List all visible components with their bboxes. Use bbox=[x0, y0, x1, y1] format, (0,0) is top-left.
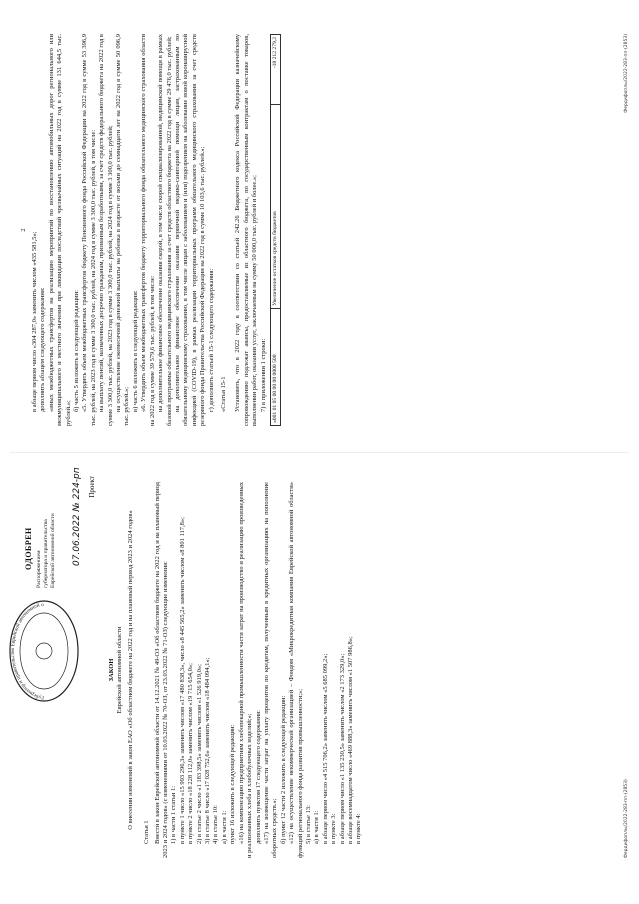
paragraph: г) дополнить статьей 15-1 следующего содержания: bbox=[207, 268, 215, 412]
table-cell-code: «001 01 05 00 00 00 0000 500 bbox=[270, 308, 280, 425]
paragraph: на дополнительное финансовое обеспечение оказания первичной медико-санитарной помощи лицам, застрахованным по обязательному медицинскому страхованию, в том числе лицам с заболеванием и (или) подозрением на заболевание новой коронавирусной инфекцией (COVID-19), в рамках реализации территориальных программ обязательного медицинского страхования за счет средств резервного фонда Правительства Российской Федерации на 2022 год в сумме 10 103,6 тыс. рублей.»; bbox=[173, 34, 207, 426]
paragraph: Установить, что в 2022 году в соответствии со статьей 242.26 Бюджетного кодекса Российской Федерации казначейскому сопровождению подлежат авансы, предоставляемые из областного бюджета, по государственным контрактам о поставке товаров, выполнении работ, оказании услуг, заключаемым на сумму 50 000,0 тыс. рублей и более.»; bbox=[234, 34, 259, 426]
paragraph: в пункте 2 число «18 228 112,0» заменить числом «19 715 654,0»; bbox=[187, 663, 195, 844]
page-divider bbox=[10, 452, 629, 453]
paragraph: «иных межбюджетных трансфертов на реализацию мероприятий по восстановлению автомобильных дорог регионального или межмуниципального и местного значения при ликвидации последствий чрезвычайных ситуаций на 2022 год в сумме 131 644,5 тыс. рублей.»; bbox=[47, 34, 72, 426]
paragraph: на выплату пенсий, назначенных досрочно гражданам, признанным безработными, за счет средств федерального бюджета на 2022 год в сумме 3 300,0 тыс. рублей, на 2023 год в сумме 3 300,0 тыс. рублей, на 2024 год в сумме 3 300,0 тыс. рублей; bbox=[98, 34, 114, 426]
paragraph: в пункте 4: bbox=[355, 813, 363, 844]
paragraph: дополнить пунктом 17 следующего содержания: bbox=[254, 710, 262, 844]
article-1-heading: Статья 1 bbox=[143, 820, 151, 844]
table-row bbox=[270, 35, 280, 426]
paragraph: «6. Утвердить объем межбюджетных трансфертов бюджету территориального фонда обязательного медицинского страхования области на 2022 год в сумме 39 579,6 тыс. рублей, в том числе: bbox=[140, 34, 156, 426]
paragraph: б) пункт 12 части 2 изложить в следующей редакции: bbox=[279, 695, 287, 844]
paragraph: в абзаце первом число «304 287,0» заменить числом «435 581,5»; bbox=[31, 231, 38, 412]
footer-code: Фердифоплы/2022-283-пп-(2853) bbox=[624, 779, 629, 858]
paragraph: 5) в статье 13: bbox=[304, 805, 312, 844]
footer-code: Фердифоплы/2022-283-пп-(2853) bbox=[624, 34, 629, 113]
stamp-date: 07.06.2022 № 224-рп bbox=[72, 467, 82, 566]
law-subject: Еврейской автономной области bbox=[116, 626, 124, 714]
paragraph: а) в части 1: bbox=[313, 810, 321, 844]
seal-ring-text: Губернатор и правительство Еврейской автономной о bbox=[9, 601, 45, 701]
paragraph: б) часть 5 изложить в следующей редакции: bbox=[73, 290, 81, 412]
law-word: ЗАКОН bbox=[108, 658, 115, 682]
stamp-line-3: Еврейской автономной области bbox=[50, 513, 56, 588]
article-15-1-heading: «Статья 15-1 bbox=[219, 376, 227, 412]
paragraph: на осуществление ежемесячной денежной выплаты на ребенка в возрасте от восьми до семнадцати лет на 2022 год в сумме 50 096,9 тыс. рублей.»; bbox=[115, 34, 131, 426]
paragraph: в пункте 1 число «15 993 296,3» заменить числом «17 480 838,3», число «8 445 565,2» заменить числом «8 801 117,8»; bbox=[178, 517, 186, 844]
paragraph: а) в части 1: bbox=[220, 810, 228, 844]
left-body bbox=[154, 482, 364, 858]
paragraph: пункт 16 изложить в следующей редакции: bbox=[229, 724, 237, 844]
page-number: 2 bbox=[20, 228, 27, 232]
left-page bbox=[0, 452, 639, 904]
table-cell-amount: -18 212 279,2 bbox=[270, 35, 280, 105]
paragraph: на дополнительное финансовое обеспечение оказания скорой, в том числе скорой специализированной, медицинской помощи в рамках базовой программы обязательного медицинского страхования за счет средств областного бюджета на 2022 год в сумме 29 476,0 тыс. рублей; bbox=[157, 34, 173, 426]
paragraph: 3) в статье 8 число «17 028 752,6» заменить числом «18 484 094,1»; bbox=[204, 657, 212, 844]
stamp-line-1: Распоряжением bbox=[36, 550, 42, 588]
paragraph: «16) на компенсацию предприятиям хлебопекарной промышленности части затрат на производство и реализацию произведенных и реализованных хлеба и хлебобулочных изделий;»; bbox=[237, 482, 254, 858]
appendix-table bbox=[270, 34, 281, 426]
paragraph: «17) на возмещение части затрат на уплату процентов по кредитам, полученным в кредитных организациях на пополнение оборотных средств.»; bbox=[262, 482, 279, 858]
paragraph: «5. Утвердить объем межбюджетных трансфертов бюджету Пенсионного фонда Российской Федерации на 2022 год в сумме 53 396,9 тыс. рублей, на 2023 год в сумме 3 300,0 тыс. рублей, на 2024 год в сумме 3 300,0 тыс. рублей, в том числе: bbox=[81, 34, 97, 426]
paragraph: в) часть 6 изложить в следующей редакции: bbox=[131, 290, 139, 412]
approval-stamp bbox=[6, 466, 96, 706]
paragraph: в абзаце первом число «4 515 706,2» заменить числом «5 685 099,2»; bbox=[321, 653, 329, 844]
right-body bbox=[31, 34, 268, 426]
paragraph: 2) в статье 2 число «1 183 398,5» заменить числом «1 526 919,0»; bbox=[195, 664, 203, 844]
official-seal-icon bbox=[6, 596, 82, 706]
approved-title: ОДОБРЕН bbox=[24, 527, 33, 570]
table-cell-description: Увеличение остатков средств бюджетов bbox=[270, 105, 280, 308]
paragraph: дополнить абзацем следующего содержания: bbox=[39, 287, 47, 412]
svg-text:Губернатор и правительство Евр bbox=[6, 602, 44, 706]
paragraph: 1) в части 1 статьи 1: bbox=[170, 785, 178, 844]
paragraph: «12) на осуществление некоммерческой организацией – Фондом «Микрокредитная компания Еврейской автономной области» функций регионального фонда развития промышленности;»; bbox=[288, 482, 304, 858]
paragraph: в пункте 3: bbox=[330, 813, 338, 844]
paragraph: в абзаце первом число «1 135 230,5» заменить числом «2 173 329,0»; bbox=[338, 653, 346, 844]
law-title: О внесении изменений в закон ЕАО «Об областном бюджете на 2022 год и на плановый период 2023 и 2024 годов» bbox=[126, 510, 134, 830]
paragraph: в абзаце восемнадцатом число «469 888,3» заменить числом «1 507 986,8»; bbox=[346, 636, 354, 844]
project-label: Проект bbox=[88, 476, 96, 498]
paragraph: 7) в приложении 1 строки: bbox=[259, 338, 267, 412]
stamp-line-2: губернатора и правительства bbox=[43, 519, 49, 588]
paragraph: Внести в закон Еврейской автономной области от 14.12.2021 № 49-ОЗ «Об областном бюджете на 2022 год и на плановый период 2023 и 2024 годов» (с изменениями от 10.03.2022 № 70-ОЗ, от 23.03.2022 № 71-ОЗ) следующие изменения: bbox=[153, 482, 170, 858]
paragraph: 4) в статье 10: bbox=[212, 805, 220, 844]
